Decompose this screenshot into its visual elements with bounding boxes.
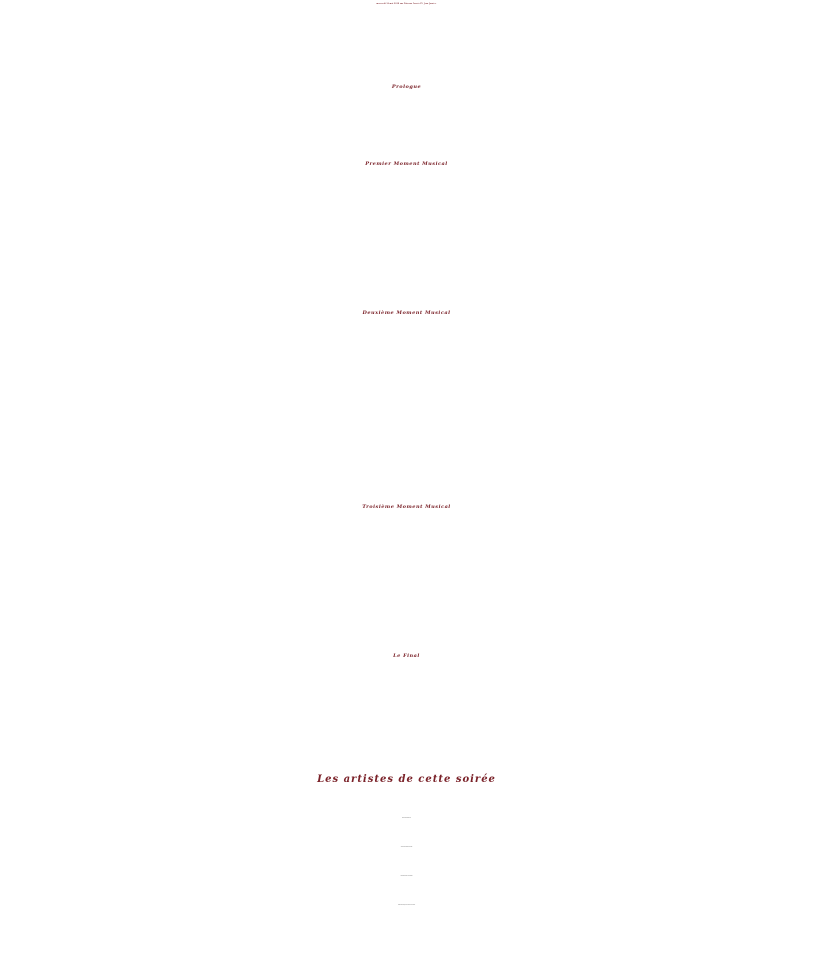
section-final: Le Final [393, 653, 420, 659]
artists-title: Les artistes de cette soirée [317, 774, 496, 785]
section-prologue: Prologue [391, 84, 422, 90]
date-venue-heading: mercredi 16 mai 2018 aux Poteaux Carrés Pl. Jean Jaurès. [376, 4, 437, 5]
section-troisieme: Troisième Moment Musical [362, 504, 451, 510]
section-premier: Premier Moment Musical [365, 161, 448, 167]
section-deuxieme: Deuxième Moment Musical [362, 310, 451, 316]
